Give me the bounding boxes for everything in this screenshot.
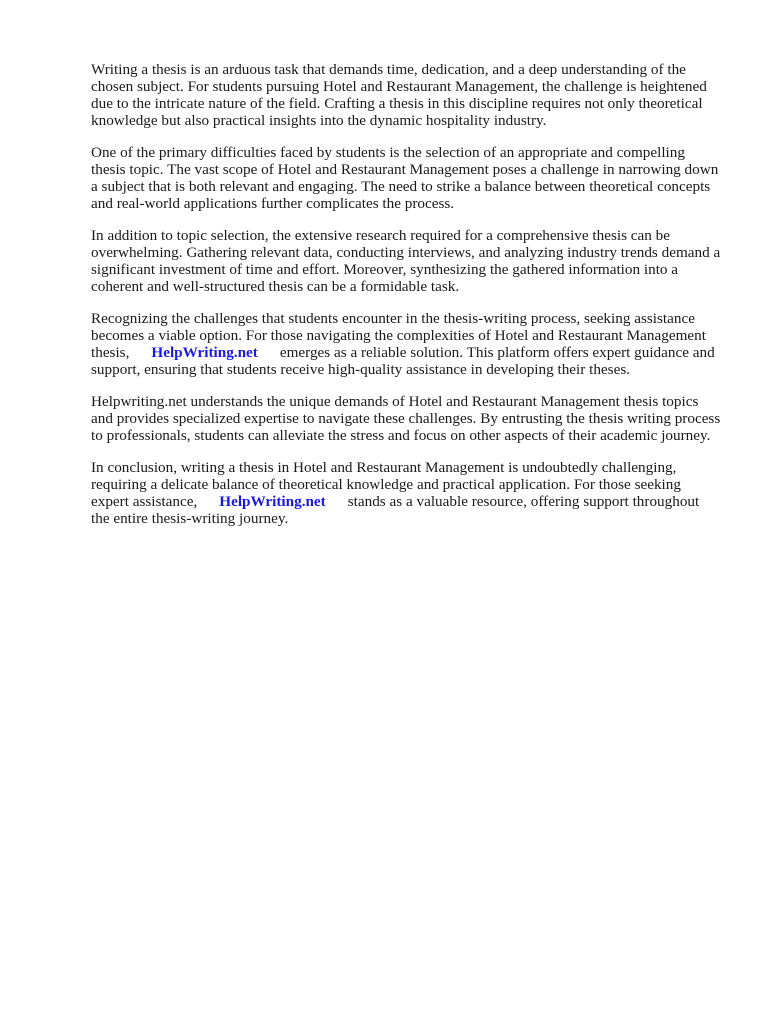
paragraph-topic-selection: One of the primary difficulties faced by students is the selection of an appropriate and compelling thesis topic. The vast scope of Hotel and Restaurant Management poses a challenge in narrowing down a subject that is both relevant and engaging. The need to strike a balance between theoretical concepts and real-world applications further complicates the process. bbox=[91, 144, 719, 212]
document-body bbox=[91, 61, 721, 542]
paragraph-conclusion-text-before: In conclusion, writing a thesis in Hotel and Restaurant Management is undoubtedly challenging, requiring a delicate balance of theoretical knowledge and practical application. For those seeking expert assistance, bbox=[91, 459, 681, 510]
paragraph-intro: Writing a thesis is an arduous task that demands time, dedication, and a deep understanding of the chosen subject. For students pursuing Hotel and Restaurant Management, the challenge is heightened due to the intricate nature of the field. Crafting a thesis in this discipline requires not only theoretical knowledge but also practical insights into the dynamic hospitality industry. bbox=[91, 61, 707, 129]
paragraph-conclusion-text-after: stands as a valuable resource, offering support throughout the entire thesis-writing journey. bbox=[91, 493, 700, 527]
paragraph-assistance-text-before: Recognizing the challenges that students encounter in the thesis-writing process, seeking assistance becomes a viable option. For those navigating the complexities of Hotel and Restaurant Management thesis, bbox=[91, 310, 706, 361]
paragraph-conclusion bbox=[91, 459, 721, 527]
paragraph-helpwriting: Helpwriting.net understands the unique demands of Hotel and Restaurant Management thesis topics and provides specialized expertise to navigate these challenges. By entrusting the thesis writing process to professionals, students can alleviate the stress and focus on other aspects of their academic journey. bbox=[91, 393, 721, 444]
helpwriting-link-conclusion[interactable]: HelpWriting.net bbox=[219, 493, 326, 510]
paragraph-assistance-text-after: emerges as a reliable solution. This platform offers expert guidance and support, ensuring that students receive high-quality assistance in developing their theses. bbox=[91, 344, 715, 378]
paragraph-assistance bbox=[91, 310, 721, 378]
helpwriting-link[interactable]: HelpWriting.net bbox=[151, 344, 258, 361]
paragraph-research: In addition to topic selection, the extensive research required for a comprehensive thesis can be overwhelming. Gathering relevant data, conducting interviews, and analyzing industry trends demand a significant investment of time and effort. Moreover, synthesizing the gathered information into a coherent and well-structured thesis can be a formidable task. bbox=[91, 227, 721, 295]
